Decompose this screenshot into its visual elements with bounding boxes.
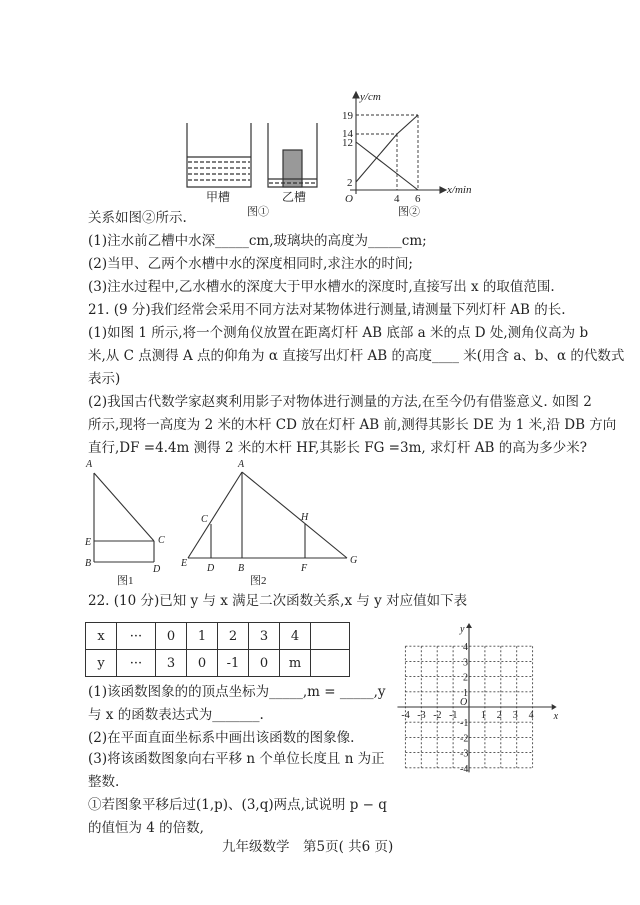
point-label: B [238, 563, 245, 574]
table-cell: y [86, 650, 117, 677]
y-tick-label: 1 [463, 687, 468, 699]
x-tick-label: -4 [401, 710, 410, 721]
table-cell [311, 623, 350, 650]
origin-label: O [460, 697, 468, 708]
page-footer: 九年级数学 第5页( 共6 页) [222, 839, 394, 855]
y-tick-label: -2 [460, 733, 469, 745]
x-axis-label: x [553, 711, 559, 722]
x-tick-label: 3 [512, 710, 518, 721]
fig1-caption-q21: 图1 [117, 575, 134, 587]
fig2-caption-q21: 图2 [250, 575, 267, 587]
q21-part2-line3: 直行,DF =4.4m 测得 2 米的木杆 HF,其影长 FG =3m, 求灯杆 AB 的高为多少米? [88, 440, 587, 456]
q22-part3-sub1-line1: ①若图象平移后过(1,p)、(3,q)两点,试说明 p − q [88, 797, 387, 813]
q22-stem: 22. (10 分)已知 y 与 x 满足二次函数关系,x 与 y 对应值如下表 [88, 593, 468, 609]
coordinate-grid [397, 623, 558, 775]
fig2-caption: 图② [398, 206, 420, 218]
y-tick-label: -1 [460, 718, 469, 730]
q22-part3-sub1-line2: 的值恒为 4 的倍数, [88, 820, 204, 836]
point-label: B [85, 558, 92, 569]
table-cell: -1 [218, 650, 249, 677]
y-axis-label: y/cm [360, 91, 381, 103]
x-axis-arrow [552, 704, 557, 710]
point-label: G [350, 555, 358, 566]
y-tick: 14 [342, 128, 353, 140]
tank-a-label: 甲槽 [206, 190, 231, 204]
point-label: C [201, 514, 208, 525]
q20-part1: (1)注水前乙槽中水深_____cm,玻璃块的高度为_____cm; [88, 233, 427, 249]
tank-a-figure [187, 123, 251, 187]
point-label: D [153, 564, 161, 575]
q21-part1-line3: 表示) [88, 371, 121, 387]
line-tank-b [356, 115, 418, 182]
q21-stem: 21. (9 分)我们经常会采用不同方法对某物体进行测量,请测量下列灯杆 AB 的长. [88, 302, 566, 318]
q20-intro: 关系如图②所示. [88, 210, 187, 226]
table-cell: 0 [156, 623, 187, 650]
x-tick-label: -1 [449, 710, 458, 721]
point-label: E [85, 537, 92, 548]
y-tick-label: -3 [460, 748, 469, 760]
q21-part1-line2: 米,从 C 点测得 A 点的仰角为 α 直接写出灯杆 AB 的高度____ 米(用含 a、b、α 的代数式 [88, 348, 625, 364]
point-label: E [181, 558, 188, 569]
tank-b-label: 乙槽 [282, 190, 307, 204]
y-axis-label: y [460, 623, 465, 635]
x-tick-label: 4 [528, 710, 534, 721]
q22-part1-line2: 与 x 的函数表达式为_______. [88, 707, 264, 723]
xy-value-table [85, 622, 350, 677]
point-label: H [301, 512, 309, 523]
x-tick-label: -3 [417, 710, 426, 721]
y-tick-label: 2 [463, 672, 468, 684]
x-tick: 4 [394, 193, 400, 205]
q20-part2: (2)当甲、乙两个水槽中水的深度相同时,求注水的时间; [88, 256, 413, 272]
y-tick: 19 [342, 110, 353, 122]
lamp-figure-1 [94, 473, 154, 562]
table-cell: 0 [187, 650, 218, 677]
y-tick-label: -4 [460, 763, 469, 775]
table-cell: 2 [218, 623, 249, 650]
table-cell: m [280, 650, 311, 677]
q22-part3-line2: 整数. [88, 774, 120, 790]
fig1-caption: 图① [247, 206, 269, 218]
table-cell: 0 [249, 650, 280, 677]
y-tick: 12 [342, 137, 353, 149]
x-tick-label: 1 [480, 710, 486, 721]
line-tank-a [356, 142, 418, 190]
table-cell [311, 650, 350, 677]
q21-part2-line2: 所示,现将一高度为 2 米的木杆 CD 放在灯杆 AB 前,测得其影长 DE 为 1 米,沿 DB 方向 [88, 417, 617, 433]
x-tick-label: -2 [433, 710, 442, 721]
table-cell: 3 [156, 650, 187, 677]
y-tick-label: 3 [463, 657, 468, 669]
x-tick: 6 [415, 193, 421, 205]
table-row [86, 650, 350, 677]
table-cell: x [86, 623, 117, 650]
y-tick: 2 [347, 177, 353, 189]
table-cell: 4 [280, 623, 311, 650]
depth-time-graph [350, 92, 446, 194]
point-label: C [158, 535, 165, 546]
q22-part3-line1: (3)将该函数图象向右平移 n 个单位长度且 n 为正 [88, 751, 385, 767]
q20-part3: (3)注水过程中,乙水槽水的深度大于甲水槽水的深度时,直接写出 x 的取值范围. [88, 279, 555, 295]
table-row [86, 623, 350, 650]
point-label: A [86, 459, 93, 470]
q21-part2-line1: (2)我国古代数学家赵爽利用影子对物体进行测量的方法,在至今仍有借鉴意义. 如图 2 [88, 394, 592, 410]
x-tick-label: 2 [496, 710, 502, 721]
x-axis-label: x/min [447, 184, 472, 196]
y-axis-arrow [466, 623, 472, 628]
origin-label: O [345, 193, 353, 205]
point-label: A [238, 459, 245, 470]
q22-part1-line1: (1)该函数图象的的顶点坐标为_____,m = _____,y [88, 684, 386, 700]
point-label: F [301, 563, 308, 574]
y-tick-label: 4 [463, 642, 468, 654]
table-cell: 1 [187, 623, 218, 650]
q22-part2: (2)在平面直面坐标系中画出该函数的图象像. [88, 730, 355, 746]
point-label: D [207, 563, 215, 574]
table-cell: 3 [249, 623, 280, 650]
tank-b-figure [268, 123, 317, 187]
table-cell: ··· [117, 650, 156, 677]
table-cell: ··· [117, 623, 156, 650]
lamp-figure-2 [188, 472, 347, 558]
q21-part1-line1: (1)如图 1 所示,将一个测角仪放置在距离灯杆 AB 底部 a 米的点 D 处,测角仪高为 b [88, 325, 589, 341]
